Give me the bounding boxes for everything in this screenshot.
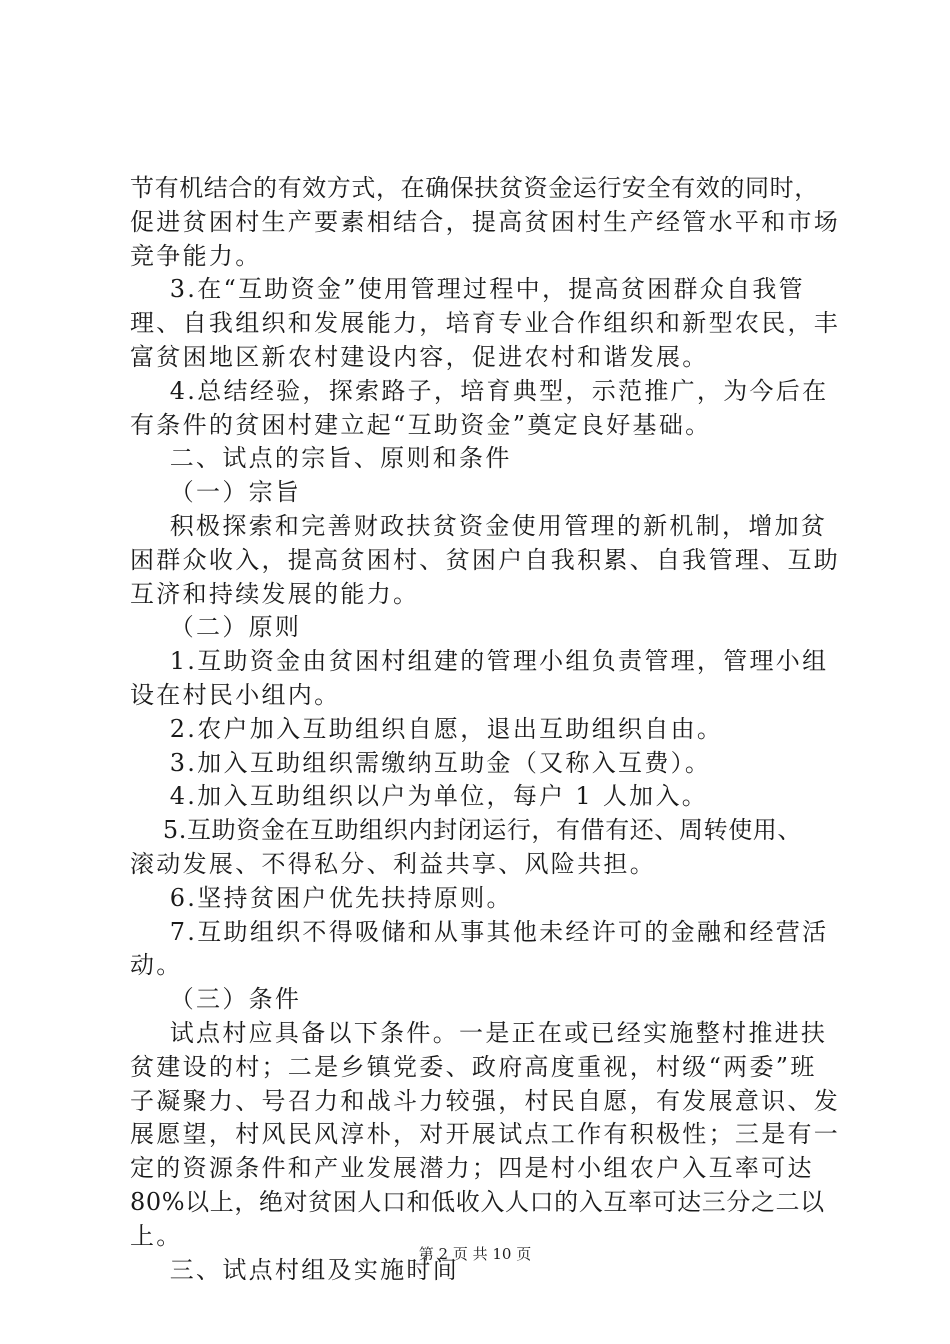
text-line: 80%以上，绝对贫困人口和低收入人口的入互率可达三分之二以 — [130, 1187, 825, 1216]
text-line: 互济和持续发展的能力。 — [130, 579, 420, 608]
text-line: 动。 — [130, 951, 183, 980]
text-line: 上。 — [130, 1221, 183, 1250]
text-line: 4.总结经验，探索路子，培育典型，示范推广，为今后在 — [130, 376, 829, 405]
text-line: 滚动发展、不得私分、利益共享、风险共担。 — [130, 849, 656, 878]
text-line: 7.互助组织不得吸储和从事其他未经许可的金融和经营活 — [130, 917, 829, 946]
text-line: （三）条件 — [130, 985, 302, 1014]
text-line: 节有机结合的有效方式，在确保扶贫资金运行安全有效的同时， — [130, 174, 819, 202]
text-line: 试点村应具备以下条件。一是正在或已经实施整村推进扶 — [130, 1018, 828, 1047]
text-line: 子凝聚力、号召力和战斗力较强，村民自愿，有发展意识、发 — [130, 1086, 841, 1115]
text-line: 展愿望，村风民风淳朴，对开展试点工作有积极性；三是有一 — [130, 1120, 841, 1149]
text-line: 1.互助资金由贫困村组建的管理小组负责管理，管理小组 — [130, 647, 829, 676]
text-line: 理、自我组织和发展能力，培育专业合作组织和新型农民，丰 — [130, 309, 841, 338]
text-line: 竞争能力。 — [130, 241, 262, 270]
text-line: （一）宗旨 — [130, 478, 302, 507]
text-line: 3.在“互助资金”使用管理过程中，提高贫困群众自我管 — [130, 275, 805, 304]
text-line: 2.农户加入互助组织自愿，退出互助组织自由。 — [130, 714, 724, 743]
text-line: 4.加入互助组织以户为单位，每户 1 人加入。 — [130, 782, 709, 811]
page-footer: 第 2 页 共 10 页 — [418, 1245, 532, 1263]
text-line: 促进贫困村生产要素相结合，提高贫困村生产经管水平和市场 — [130, 207, 841, 236]
text-line: 6.坚持贫困户优先扶持原则。 — [130, 883, 513, 912]
text-line: 贫建设的村；二是乡镇党委、政府高度重视，村级“两委”班 — [130, 1052, 817, 1081]
text-line: 定的资源条件和产业发展潜力；四是村小组农户入互率可达 — [130, 1154, 814, 1183]
text-line: 有条件的贫困村建立起“互助资金”奠定良好基础。 — [130, 410, 712, 439]
text-line: 二、试点的宗旨、原则和条件 — [130, 444, 512, 473]
text-line: （二）原则 — [130, 613, 302, 642]
text-line: 5.互助资金在互助组织内封闭运行，有借有还、周转使用、 — [130, 816, 803, 845]
text-line: 设在村民小组内。 — [130, 680, 341, 709]
text-line: 三、试点村组及实施时间 — [130, 1255, 460, 1284]
text-line: 3.加入互助组织需缴纳互助金（又称入互费）。 — [130, 748, 712, 777]
text-line: 困群众收入，提高贫困村、贫困户自我积累、自我管理、互助 — [130, 545, 841, 574]
document-body — [130, 172, 841, 1287]
text-line: 富贫困地区新农村建设内容，促进农村和谐发展。 — [130, 342, 709, 371]
text-line: 积极探索和完善财政扶贫资金使用管理的新机制，增加贫 — [130, 511, 828, 540]
